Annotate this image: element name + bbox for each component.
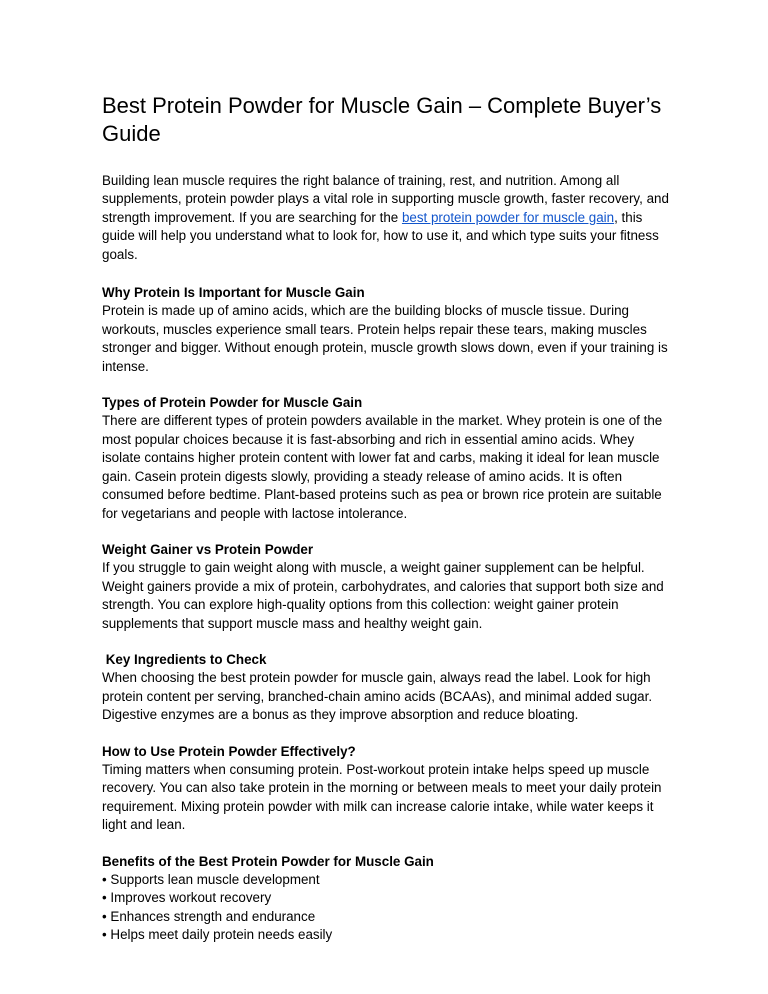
section-key-ingredients	[102, 651, 672, 725]
section-body: If you struggle to gain weight along with muscle, a weight gainer supplement can be helpful. Weight gainers provide a mix of protein, carbohydrates, and calories that support both size and strength. You can explore high-quality options from this collection: weight gainer protein supplements that support muscle mass and healthy weight gain.	[102, 560, 664, 631]
section-how-to-use	[102, 743, 672, 835]
intro-text-before-link: Building lean muscle requires the right balance of training, rest, and nutrition. Among all supplements, protein powder plays a vital role in supporting muscle growth, faster recovery, and strength improvement. If you are searching for the	[102, 173, 669, 225]
section-heading: Types of Protein Powder for Muscle Gain	[102, 395, 363, 411]
benefits-heading: Benefits of the Best Protein Powder for Muscle Gain	[102, 853, 434, 869]
section-heading: Why Protein Is Important for Muscle Gain	[102, 285, 365, 301]
section-heading: Key Ingredients to Check	[102, 651, 267, 667]
list-item: • Supports lean muscle development	[102, 871, 672, 889]
section-body: Timing matters when consuming protein. Post-workout protein intake helps speed up muscle recovery. You can also take protein in the morning or between meals to meet your daily protein requirement. Mixing protein powder with milk can increase calorie intake, while water keeps it light and lean.	[102, 761, 662, 833]
section-weight-gainer	[102, 541, 672, 633]
section-body: There are different types of protein powders available in the market. Whey protein is one of the most popular choices because it is fast-absorbing and rich in essential amino acids. Whey isolate contains higher protein content with lower fat and carbs, making it ideal for lean muscle gain. Casein protein digests slowly, providing a steady release of amino acids. It is often consumed before bedtime. Plant-based proteins such as pea or brown rice protein are suitable for vegetarians and people with lactose intolerance.	[102, 413, 663, 521]
benefits-list	[102, 871, 672, 945]
section-body: Protein is made up of amino acids, which are the building blocks of muscle tissue. During workouts, muscles experience small tears. Protein helps repair these tears, making muscles stronger and bigger. Without enough protein, muscle growth slows down, even if your training is intense.	[102, 303, 668, 374]
intro-text-after-link: , this guide will help you understand what to look for, how to use it, and which type suits your fitness goals.	[102, 209, 659, 262]
section-heading: Weight Gainer vs Protein Powder	[102, 541, 314, 557]
section-why-protein	[102, 284, 672, 376]
section-benefits	[102, 853, 672, 945]
document-page	[102, 92, 672, 963]
list-item: • Improves workout recovery	[102, 889, 672, 907]
section-types-of-protein	[102, 394, 672, 523]
intro-paragraph	[102, 172, 672, 264]
list-item: • Enhances strength and endurance	[102, 908, 672, 926]
section-heading: How to Use Protein Powder Effectively?	[102, 743, 356, 759]
best-protein-powder-link[interactable]: best protein powder for muscle gain	[401, 209, 615, 225]
section-body: When choosing the best protein powder for muscle gain, always read the label. Look for high protein content per serving, branched-chain amino acids (BCAAs), and minimal added sugar. Digestive enzymes are a bonus as they improve absorption and reduce bloating.	[102, 670, 653, 723]
list-item: • Helps meet daily protein needs easily	[102, 926, 672, 944]
document-title: Best Protein Powder for Muscle Gain – Complete Buyer’s Guide	[102, 93, 662, 146]
